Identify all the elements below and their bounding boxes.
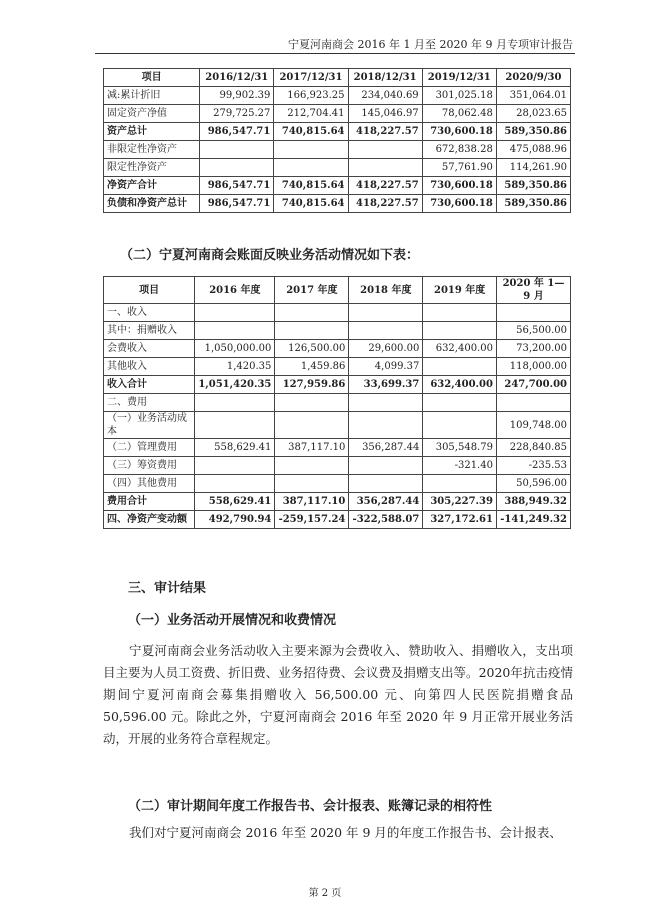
page-header: 宁夏河南商会 2016 年 1 月至 2020 年 9 月专项审计报告 bbox=[95, 36, 575, 54]
section3-title: 三、审计结果 bbox=[128, 581, 207, 596]
column-header: 2017/12/31 bbox=[274, 69, 348, 87]
column-header: 2019 年度 bbox=[423, 277, 497, 304]
column-header: 2016/12/31 bbox=[200, 69, 274, 87]
row-label: （四）其他费用 bbox=[104, 475, 195, 493]
column-header: 2020/9/30 bbox=[496, 69, 570, 87]
table-cell bbox=[195, 412, 275, 439]
table-cell: 558,629.41 bbox=[195, 493, 275, 511]
table-cell bbox=[349, 475, 423, 493]
table-row bbox=[104, 358, 571, 376]
table-cell: 228,840.85 bbox=[496, 439, 570, 457]
row-label: 净资产合计 bbox=[104, 177, 200, 195]
table-cell: 212,704.41 bbox=[274, 105, 348, 123]
table-cell: 730,600.18 bbox=[422, 123, 496, 141]
table-cell: 118,000.00 bbox=[496, 358, 570, 376]
table-cell bbox=[275, 457, 349, 475]
table-cell: -322,588.07 bbox=[349, 511, 423, 529]
row-label: 非限定性净资产 bbox=[104, 141, 200, 159]
table-cell: 301,025.18 bbox=[422, 87, 496, 105]
table-cell bbox=[423, 412, 497, 439]
table-row bbox=[104, 123, 571, 141]
table-cell: 986,547.71 bbox=[200, 177, 274, 195]
table-cell bbox=[195, 322, 275, 340]
table-cell: 356,287.44 bbox=[349, 493, 423, 511]
table-cell: 1,459.86 bbox=[275, 358, 349, 376]
table-cell: 475,088.96 bbox=[496, 141, 570, 159]
table-row bbox=[104, 412, 571, 439]
table-cell: 1,050,000.00 bbox=[195, 340, 275, 358]
table-cell: 114,261.90 bbox=[496, 159, 570, 177]
table-cell bbox=[423, 358, 497, 376]
table-cell bbox=[195, 394, 275, 412]
table-cell: 986,547.71 bbox=[200, 123, 274, 141]
table-row bbox=[104, 457, 571, 475]
table-cell: 589,350.86 bbox=[496, 177, 570, 195]
table-cell bbox=[423, 304, 497, 322]
table-cell: 279,725.27 bbox=[200, 105, 274, 123]
column-header: 项目 bbox=[104, 69, 200, 87]
row-label: 其他收入 bbox=[104, 358, 195, 376]
table-cell: 1,420.35 bbox=[195, 358, 275, 376]
row-label: 负债和净资产总计 bbox=[104, 195, 200, 213]
column-header: 2018 年度 bbox=[349, 277, 423, 304]
paragraph-2: 我们对宁夏河南商会 2016 年至 2020 年 9 月的年度工作报告书、会计报表、 bbox=[129, 825, 562, 840]
table-row bbox=[104, 376, 571, 394]
table-cell bbox=[349, 394, 423, 412]
table-cell: -259,157.24 bbox=[275, 511, 349, 529]
table-cell: 740,815.64 bbox=[274, 177, 348, 195]
table-cell: -141,249.32 bbox=[496, 511, 570, 529]
table-cell bbox=[349, 304, 423, 322]
table-cell: 50,596.00 bbox=[496, 475, 570, 493]
table-cell bbox=[195, 304, 275, 322]
table-cell: 127,959.86 bbox=[275, 376, 349, 394]
table-cell bbox=[423, 394, 497, 412]
table-cell: 986,547.71 bbox=[200, 195, 274, 213]
table-cell: 166,923.25 bbox=[274, 87, 348, 105]
table-cell: 33,699.37 bbox=[349, 376, 423, 394]
table-cell: 418,227.57 bbox=[348, 123, 422, 141]
table-cell: 632,400.00 bbox=[423, 376, 497, 394]
table-cell: 589,350.86 bbox=[496, 195, 570, 213]
table-cell: 234,040.69 bbox=[348, 87, 422, 105]
table-cell bbox=[274, 159, 348, 177]
table-cell: 387,117.10 bbox=[275, 493, 349, 511]
table-cell: 388,949.32 bbox=[496, 493, 570, 511]
table-cell: 730,600.18 bbox=[422, 177, 496, 195]
table-cell: 740,815.64 bbox=[274, 195, 348, 213]
table-cell bbox=[349, 322, 423, 340]
table-cell: 305,548.79 bbox=[423, 439, 497, 457]
table-cell: 29,600.00 bbox=[349, 340, 423, 358]
table-cell bbox=[423, 475, 497, 493]
column-header: 2019/12/31 bbox=[422, 69, 496, 87]
table-cell: 730,600.18 bbox=[422, 195, 496, 213]
table-cell: 99,902.39 bbox=[200, 87, 274, 105]
table-cell: 4,099.37 bbox=[349, 358, 423, 376]
table-row bbox=[104, 304, 571, 322]
page-number: 第 2 页 bbox=[308, 888, 342, 899]
table-row bbox=[104, 493, 571, 511]
table-cell: 126,500.00 bbox=[275, 340, 349, 358]
row-label: （三）筹资费用 bbox=[104, 457, 195, 475]
table-cell bbox=[348, 159, 422, 177]
table-cell bbox=[275, 475, 349, 493]
table-cell: 740,815.64 bbox=[274, 123, 348, 141]
table-cell bbox=[195, 457, 275, 475]
table-row bbox=[104, 159, 571, 177]
column-header: 2016 年度 bbox=[195, 277, 275, 304]
table-row bbox=[104, 177, 571, 195]
table-cell bbox=[349, 412, 423, 439]
table-cell: 305,227.39 bbox=[423, 493, 497, 511]
column-header: 2020 年 1—9 月 bbox=[496, 277, 570, 304]
table-cell bbox=[274, 141, 348, 159]
table-cell bbox=[496, 394, 570, 412]
row-label: 费用合计 bbox=[104, 493, 195, 511]
table-row bbox=[104, 195, 571, 213]
row-label: 资产总计 bbox=[104, 123, 200, 141]
table-row bbox=[104, 322, 571, 340]
table-cell: 418,227.57 bbox=[348, 177, 422, 195]
table-cell: 247,700.00 bbox=[496, 376, 570, 394]
row-label: 其中：捐赠收入 bbox=[104, 322, 195, 340]
table-cell: 351,064.01 bbox=[496, 87, 570, 105]
table-cell: 356,287.44 bbox=[349, 439, 423, 457]
table-cell bbox=[423, 322, 497, 340]
subsection1-title: （一）业务活动开展情况和收费情况 bbox=[128, 613, 337, 628]
table-cell: 28,023.65 bbox=[496, 105, 570, 123]
table-cell: 145,046.97 bbox=[348, 105, 422, 123]
table-cell: -321.40 bbox=[423, 457, 497, 475]
table-row bbox=[104, 394, 571, 412]
table-cell: 73,200.00 bbox=[496, 340, 570, 358]
row-label: 四、净资产变动额 bbox=[104, 511, 195, 529]
table-cell bbox=[275, 322, 349, 340]
row-label: 收入合计 bbox=[104, 376, 195, 394]
table-cell: 418,227.57 bbox=[348, 195, 422, 213]
table-cell: 492,790.94 bbox=[195, 511, 275, 529]
table-cell bbox=[275, 394, 349, 412]
row-label: （一）业务活动成本 bbox=[104, 412, 195, 439]
row-label: 二、费用 bbox=[104, 394, 195, 412]
row-label: 减:累计折旧 bbox=[104, 87, 200, 105]
table-cell: 589,350.86 bbox=[496, 123, 570, 141]
table-cell bbox=[496, 304, 570, 322]
table-cell bbox=[195, 475, 275, 493]
table-cell: 78,062.48 bbox=[422, 105, 496, 123]
table-cell bbox=[200, 141, 274, 159]
row-label: 会费收入 bbox=[104, 340, 195, 358]
row-label: 一、收入 bbox=[104, 304, 195, 322]
column-header: 2017 年度 bbox=[275, 277, 349, 304]
table-cell bbox=[348, 141, 422, 159]
row-label: 固定资产净值 bbox=[104, 105, 200, 123]
subsection2-title: （二）审计期间年度工作报告书、会计报表、账簿记录的相符性 bbox=[128, 799, 493, 814]
table-row bbox=[104, 439, 571, 457]
table-row bbox=[104, 475, 571, 493]
row-label: （二）管理费用 bbox=[104, 439, 195, 457]
table-cell: 327,172.61 bbox=[423, 511, 497, 529]
table-cell bbox=[275, 304, 349, 322]
table-cell: 387,117.10 bbox=[275, 439, 349, 457]
balance-table bbox=[103, 68, 571, 213]
table-cell: 632,400.00 bbox=[423, 340, 497, 358]
table-cell: -235.53 bbox=[496, 457, 570, 475]
table-cell: 109,748.00 bbox=[496, 412, 570, 439]
table-cell bbox=[349, 457, 423, 475]
row-label: 限定性净资产 bbox=[104, 159, 200, 177]
paragraph-1: 宁夏河南商会业务活动收入主要来源为会费收入、赞助收入、捐赠收入，支出项目主要为人员工资费、折旧费、业务招待费、会议费及捐赠支出等。2020年抗击疫情期间宁夏河南商会募集捐赠收入 56,500.00 元、向第四人民医院捐赠食品 50,596.00 元。除此之外，宁夏河南商会 2016 年至 2020 年 9 月正常开展业务活动，开展的业务符合章程规定。 bbox=[103, 643, 573, 746]
table-cell bbox=[200, 159, 274, 177]
table-row bbox=[104, 511, 571, 529]
column-header: 2018/12/31 bbox=[348, 69, 422, 87]
section2-title: （二）宁夏河南商会账面反映业务活动情况如下表： bbox=[120, 248, 420, 263]
table-cell bbox=[275, 412, 349, 439]
table-row bbox=[104, 141, 571, 159]
table-cell: 558,629.41 bbox=[195, 439, 275, 457]
table-row bbox=[104, 105, 571, 123]
activity-table bbox=[103, 276, 571, 529]
table-cell: 1,051,420.35 bbox=[195, 376, 275, 394]
table-cell: 56,500.00 bbox=[496, 322, 570, 340]
table-cell: 672,838.28 bbox=[422, 141, 496, 159]
table-row bbox=[104, 340, 571, 358]
table-row bbox=[104, 87, 571, 105]
column-header: 项目 bbox=[104, 277, 195, 304]
table-cell: 57,761.90 bbox=[422, 159, 496, 177]
